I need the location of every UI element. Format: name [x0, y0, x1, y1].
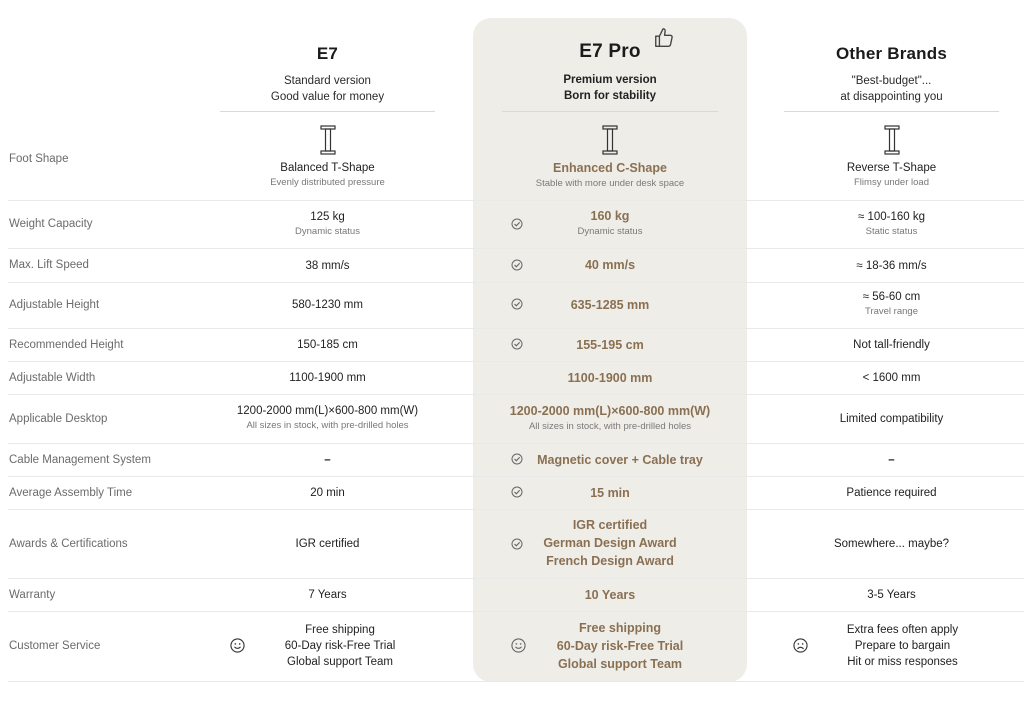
e7-awards: IGR certified	[295, 538, 360, 550]
e7-pro-service-line-2: 60-Day risk-Free Trial	[556, 639, 684, 653]
others-cable: –	[888, 454, 895, 466]
others-service	[815, 622, 990, 670]
others-service-line-3: Hit or miss responses	[847, 656, 958, 668]
row-label-awards: Awards & Certifications	[9, 538, 128, 550]
e7-pro-service-line-3: Global support Team	[557, 657, 683, 671]
e7-service-line-1: Free shipping	[305, 624, 375, 636]
e7-cable: –	[324, 454, 331, 466]
row-divider	[8, 578, 1024, 579]
e7-pro-award-2: German Design Award	[543, 536, 677, 550]
e7-subtitle-1: Standard version	[284, 75, 371, 87]
others-awards: Somewhere... maybe?	[833, 538, 950, 550]
others-height	[784, 289, 999, 319]
e7-pro-cable: Magnetic cover + Cable tray	[537, 453, 703, 467]
other-brands-subtitle-1: "Best-budget"...	[851, 75, 932, 87]
smile-face-icon	[511, 638, 526, 653]
row-divider	[8, 328, 1024, 329]
others-height-note: Travel range	[865, 306, 918, 317]
e7-pro-service-line-1: Free shipping	[579, 621, 661, 635]
e7-pro-height: 635-1285 mm	[570, 298, 650, 312]
e7-pro-weight	[500, 207, 720, 239]
row-divider	[8, 611, 1024, 612]
row-divider	[8, 282, 1024, 283]
smile-face-icon	[230, 638, 245, 653]
others-foot-shape-value: Reverse T-Shape	[846, 162, 937, 174]
e7-warranty: 7 Years	[308, 589, 347, 601]
e7-speed: 38 mm/s	[305, 260, 350, 272]
e7-pro-weight-note: Dynamic status	[577, 226, 643, 237]
row-divider	[8, 476, 1024, 477]
row-divider	[8, 200, 1024, 201]
row-label-lift-speed: Max. Lift Speed	[9, 259, 89, 271]
others-service-line-1: Extra fees often apply	[846, 624, 959, 636]
e7-service-line-2: 60-Day risk-Free Trial	[284, 640, 396, 652]
others-assembly: Patience required	[846, 487, 937, 499]
e7-pro-desktop-note: All sizes in stock, with pre-drilled holes	[528, 421, 692, 432]
e7-subtitle-2: Good value for money	[270, 91, 385, 103]
others-desktop: Limited compatibility	[839, 413, 944, 425]
e7-foot-shape	[220, 160, 435, 190]
row-label-weight-capacity: Weight Capacity	[9, 218, 93, 230]
e7-pro-foot-shape-value: Enhanced C-Shape	[553, 161, 667, 175]
other-brands-header-divider	[784, 111, 999, 112]
e7-desktop-value: 1200-2000 mm(L)×600-800 mm(W)	[236, 405, 419, 417]
e7-desktop-note: All sizes in stock, with pre-drilled holes	[246, 420, 409, 431]
e7-pro-subtitle-2: Born for stability	[563, 90, 656, 102]
row-label-adjustable-width: Adjustable Width	[9, 372, 96, 384]
row-label-warranty: Warranty	[9, 589, 56, 601]
e7-pro-service	[530, 619, 710, 673]
e7-pro-foot-shape	[500, 159, 720, 191]
others-weight-value: ≈ 100-160 kg	[857, 211, 926, 223]
e7-pro-awards	[500, 516, 720, 570]
e7-pro-foot-shape-note: Stable with more under desk space	[535, 178, 685, 189]
c-shape-leg-icon	[602, 125, 618, 155]
row-divider	[8, 509, 1024, 510]
other-brands-header	[784, 44, 999, 105]
e7-pro-award-3: French Design Award	[546, 554, 674, 568]
row-divider	[8, 681, 1024, 682]
reverse-t-shape-leg-icon	[884, 125, 900, 155]
e7-pro-desktop-value: 1200-2000 mm(L)×600-800 mm(W)	[509, 404, 711, 418]
e7-pro-speed: 40 mm/s	[584, 258, 636, 272]
e7-height: 580-1230 mm	[292, 299, 363, 311]
row-divider	[8, 248, 1024, 249]
frown-face-icon	[793, 638, 808, 653]
e7-desktop	[210, 403, 445, 433]
t-shape-leg-icon	[320, 125, 336, 155]
e7-foot-shape-value: Balanced T-Shape	[280, 162, 375, 174]
e7-pro-desktop	[490, 402, 730, 434]
e7-assembly: 20 min	[310, 487, 345, 499]
row-label-cable-management: Cable Management System	[9, 454, 151, 466]
others-foot-shape	[784, 160, 999, 190]
e7-pro-width: 1100-1900 mm	[567, 371, 653, 385]
row-label-recommended-height: Recommended Height	[9, 339, 124, 351]
e7-pro-header-divider	[502, 111, 718, 112]
e7-header	[220, 44, 435, 105]
e7-rec-height: 150-185 cm	[297, 339, 358, 351]
row-label-assembly-time: Average Assembly Time	[9, 487, 133, 499]
e7-width: 1100-1900 mm	[289, 372, 366, 384]
e7-header-divider	[220, 111, 435, 112]
others-service-line-2: Prepare to bargain	[854, 640, 951, 652]
e7-weight-value: 125 kg	[310, 211, 345, 223]
thumbs-up-icon	[653, 26, 675, 50]
e7-pro-warranty: 10 Years	[584, 588, 636, 602]
e7-weight	[220, 209, 435, 239]
e7-foot-shape-note: Evenly distributed pressure	[270, 177, 385, 188]
others-rec-height: Not tall-friendly	[853, 339, 930, 351]
e7-pro-rec-height: 155-195 cm	[576, 338, 644, 352]
row-label-foot-shape: Foot Shape	[9, 153, 69, 165]
row-label-applicable-desktop: Applicable Desktop	[9, 413, 108, 425]
others-width: < 1600 mm	[862, 372, 921, 384]
row-divider	[8, 394, 1024, 395]
row-divider	[8, 361, 1024, 362]
e7-title: E7	[316, 44, 339, 63]
e7-service-line-3: Global support Team	[287, 656, 393, 668]
row-label-customer-service: Customer Service	[9, 640, 101, 652]
others-weight-note: Static status	[865, 226, 918, 237]
row-divider	[8, 443, 1024, 444]
other-brands-subtitle-2: at disappointing you	[840, 91, 943, 103]
others-foot-shape-note: Flimsy under load	[854, 177, 929, 188]
e7-service	[255, 622, 425, 670]
row-label-adjustable-height: Adjustable Height	[9, 299, 100, 311]
e7-weight-note: Dynamic status	[295, 226, 360, 237]
others-speed: ≈ 18-36 mm/s	[856, 260, 927, 272]
e7-pro-assembly: 15 min	[590, 486, 630, 500]
others-height-value: ≈ 56-60 cm	[862, 291, 921, 303]
e7-pro-subtitle-1: Premium version	[563, 74, 657, 86]
e7-pro-header	[500, 41, 720, 104]
other-brands-title: Other Brands	[835, 44, 948, 63]
e7-pro-award-1: IGR certified	[572, 518, 648, 532]
e7-pro-title: E7 Pro	[579, 41, 641, 62]
e7-pro-weight-value: 160 kg	[590, 209, 630, 223]
others-warranty: 3-5 Years	[867, 589, 916, 601]
others-weight	[784, 209, 999, 239]
